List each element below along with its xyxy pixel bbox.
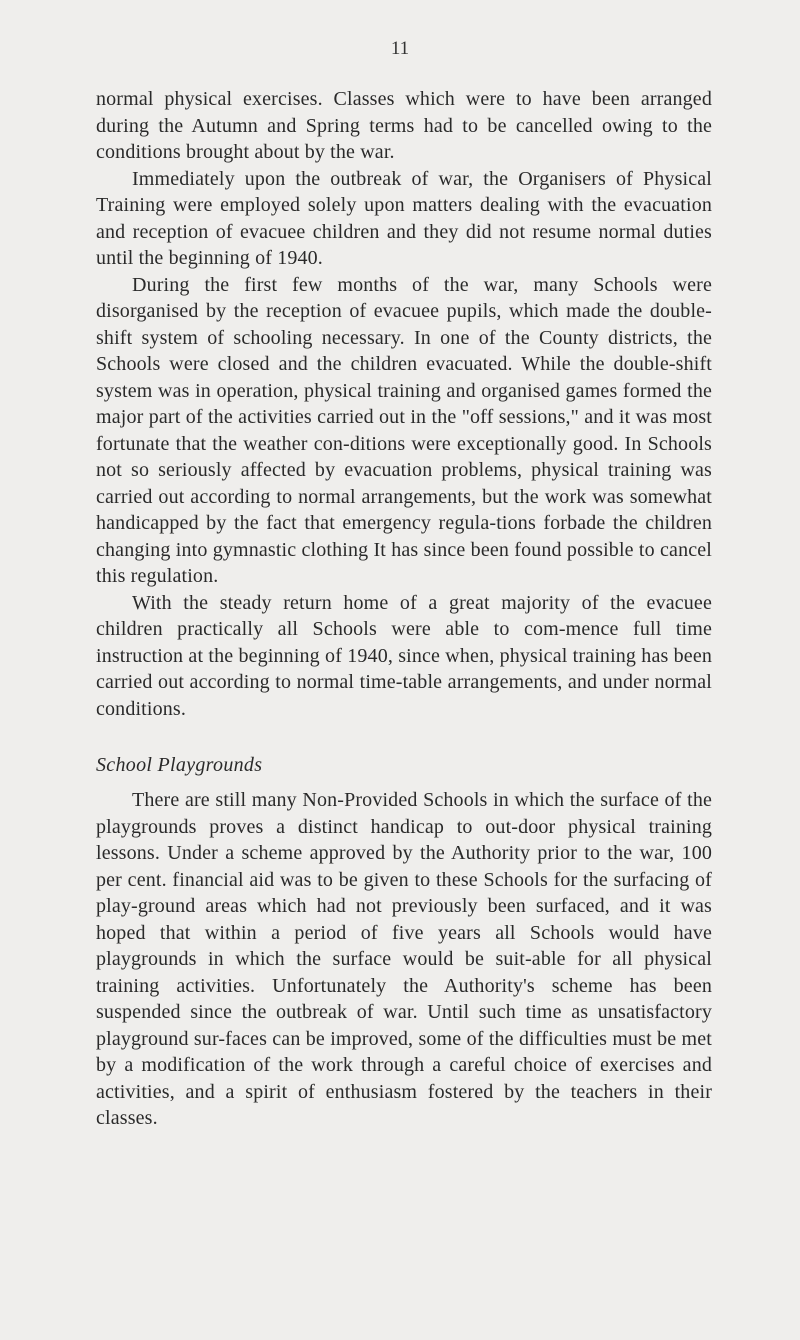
paragraph-return-home: With the steady return home of a great majority of the evacuee children practically all Schools were able to com-mence full time instruction at the beginning of 1940, since when, physical training has been carried out according to normal time-table arrangements, and under normal conditions. bbox=[96, 591, 712, 720]
page-number: 11 bbox=[390, 38, 410, 59]
paragraph-organisers: Immediately upon the outbreak of war, the Organisers of Physical Training were employed solely upon matters dealing with the evacuation and reception of evacuee children and they did not resume normal duties until the beginning of 1940. bbox=[96, 167, 712, 269]
section-heading: School Playgrounds bbox=[96, 754, 263, 776]
paragraph-continuation: normal physical exercises. Classes which were to have been arranged during the Autumn and Spring terms had to be cancelled owing to the conditions brought about by the war. bbox=[96, 88, 712, 163]
paragraph-double-shift: During the first few months of the war, many Schools were disorganised by the reception of evacuee pupils, which made the double-shift system of schooling necessary. In one of the County districts, the Schools were closed and the children evacuated. While the double-shift system was in operation, physical training and organised games formed the major part of the activities carried out in the "off sessions," and it was most fortunate that the weather con-ditions were exceptionally good. In Schools not so seriously affected by evacuation problems, physical training was carried out according to normal arrangements, but the work was somewhat handicapped by the fact that emergency regula-tions forbade the children changing into gymnastic clothing It has since been found possible to cancel this regulation. bbox=[96, 273, 712, 587]
document-body bbox=[96, 86, 712, 1132]
paragraph-playgrounds: There are still many Non-Provided Schools in which the surface of the playgrounds proves a distinct handicap to out-door physical training lessons. Under a scheme approved by the Authority prior to the war, 100 per cent. financial aid was to be given to these Schools for the surfacing of play-ground areas which had not previously been surfaced, and it was hoped that within a period of five years all Schools would have playgrounds in which the surface would be suit-able for all physical training activities. Unfortunately the Authority's scheme has been suspended since the outbreak of war. Until such time as unsatisfactory playground sur-faces can be improved, some of the difficulties must be met by a modification of the work through a careful choice of exercises and activities, and a spirit of enthusiasm fostered by the teachers in their classes. bbox=[96, 789, 712, 1129]
